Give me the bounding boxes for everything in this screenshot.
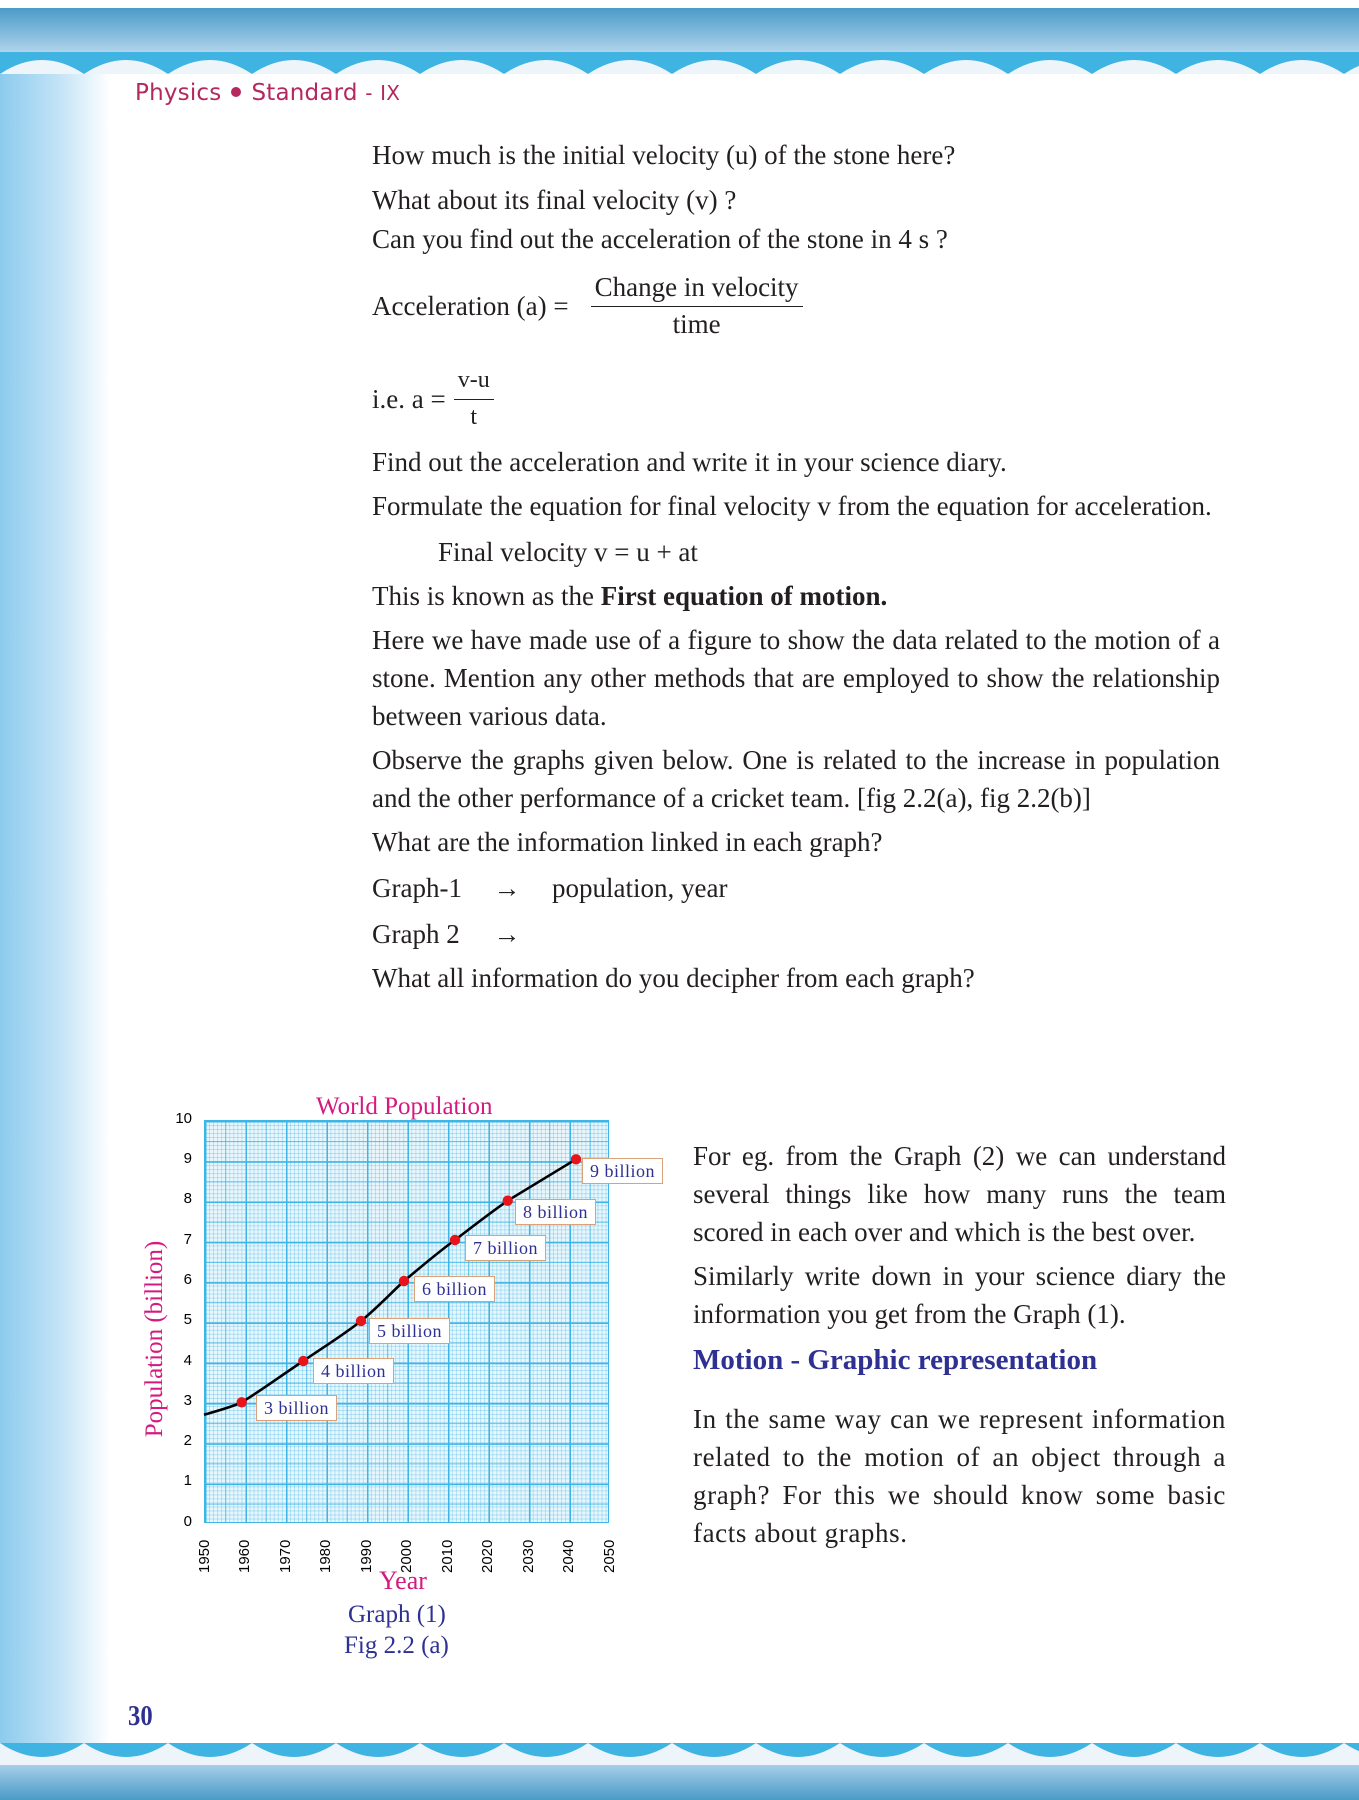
fraction-numerator: Change in velocity (591, 272, 803, 307)
graph1-value: population, year (552, 873, 728, 903)
y-tick: 2 (183, 1432, 192, 1449)
figure-caption: Fig 2.2 (a) (344, 1632, 449, 1659)
bullet-icon (231, 87, 241, 97)
paragraph-first-equation (372, 577, 1220, 615)
final-velocity-equation: Final velocity v = u + at (438, 537, 698, 567)
right-column-text-2 (693, 1400, 1226, 1552)
paragraph-observe-graphs: Observe the graphs given below. One is related to the increase in population and the other performance of a cricket team. [fig 2.2(a), fig 2.2(b)] (372, 745, 1220, 813)
x-tick: 2010 (439, 1539, 456, 1573)
right-column-text (693, 1137, 1226, 1333)
paragraph-motion-graph: In the same way can we represent information related to the motion of an object through a graph? For this we should know some basic facts about graphs. (693, 1404, 1226, 1548)
x-tick: 1980 (317, 1539, 334, 1573)
fraction-denominator: time (672, 309, 721, 339)
annotation-8-billion: 8 billion (515, 1199, 596, 1225)
acceleration-formula (372, 272, 803, 341)
bottom-wave-border (0, 1743, 1359, 1800)
y-tick: 5 (183, 1311, 192, 1328)
first-equation-bold: First equation of motion. (600, 581, 888, 611)
y-tick: 4 (183, 1352, 192, 1369)
paragraph-decipher: What all information do you decipher from each graph? (372, 963, 975, 993)
graph2-row (372, 915, 1220, 953)
paragraph-find-acceleration: Find out the acceleration and write it in your science diary. (372, 447, 1007, 477)
right-arrow-icon: → (493, 919, 521, 949)
x-tick: 1950 (196, 1539, 213, 1573)
left-gradient-strip (0, 74, 110, 1743)
top-wave-scallops (0, 52, 1359, 74)
x-tick: 2040 (560, 1539, 577, 1573)
y-tick: 3 (183, 1392, 192, 1409)
first-equation-prefix: This is known as the (372, 581, 601, 611)
annotation-9-billion: 9 billion (582, 1158, 663, 1184)
fraction-denominator: t (470, 404, 478, 430)
vu-over-t-fraction (454, 365, 494, 434)
paragraph-write-graph1: Similarly write down in your science diary the information you get from the Graph (1). (693, 1261, 1226, 1329)
paragraph-figure-methods: Here we have made use of a figure to show the data related to the motion of a stone. Mention any other methods that are employed to show the relationship between various data. (372, 625, 1220, 731)
graph2-label: Graph 2 (372, 919, 460, 949)
x-tick: 1960 (236, 1539, 253, 1573)
right-arrow-icon: → (493, 873, 521, 903)
running-header (135, 80, 400, 106)
x-tick: 2020 (479, 1539, 496, 1573)
standard-label: Standard (251, 80, 358, 106)
x-tick: 2000 (398, 1539, 415, 1573)
question-initial-velocity: How much is the initial velocity (u) of the stone here? (372, 140, 956, 170)
paragraph-information-linked: What are the information linked in each graph? (372, 827, 883, 857)
y-tick: 1 (183, 1472, 192, 1489)
y-tick: 6 (183, 1271, 192, 1288)
x-tick: 1970 (277, 1539, 294, 1573)
y-axis-label: Population (billion) (141, 1240, 168, 1438)
chart-title: World Population (316, 1093, 493, 1120)
grade-label: IX (380, 81, 401, 105)
question-acceleration: Can you find out the acceleration of the stone in 4 s ? (372, 224, 948, 254)
y-tick: 9 (183, 1150, 192, 1167)
section-heading: Motion - Graphic representation (693, 1344, 1098, 1376)
fraction-numerator: v-u (454, 365, 494, 400)
question-final-velocity: What about its final velocity (v) ? (372, 185, 737, 215)
page-number: 30 (128, 1700, 153, 1732)
y-tick: 0 (183, 1513, 192, 1530)
bottom-wave-scallops (0, 1743, 1359, 1765)
graph1-label: Graph-1 (372, 873, 462, 903)
paragraph-formulate-equation: Formulate the equation for final velocity v from the equation for acceleration. (372, 491, 1212, 521)
acceleration-short-formula (372, 365, 494, 434)
acceleration-lhs: Acceleration (a) = (372, 291, 569, 321)
top-wave-border (0, 8, 1359, 74)
annotation-5-billion: 5 billion (369, 1318, 450, 1344)
x-tick: 2030 (520, 1539, 537, 1573)
graph1-row (372, 869, 1220, 907)
y-tick: 10 (175, 1110, 192, 1127)
annotation-3-billion: 3 billion (256, 1395, 337, 1421)
annotation-4-billion: 4 billion (313, 1358, 394, 1384)
header-dash: - (365, 81, 373, 105)
annotation-7-billion: 7 billion (465, 1235, 546, 1261)
body-text-block (372, 443, 1220, 997)
x-tick: 2050 (601, 1539, 618, 1573)
x-tick: 1990 (358, 1539, 375, 1573)
acceleration-fraction (591, 272, 803, 341)
y-tick: 7 (183, 1231, 192, 1248)
paragraph-graph2-example: For eg. from the Graph (2) we can understand several things like how many runs the team scored in each over and which is the best over. (693, 1141, 1226, 1247)
annotation-6-billion: 6 billion (414, 1276, 495, 1302)
graph-caption: Graph (1) (348, 1601, 446, 1628)
x-axis-label: Year (379, 1566, 427, 1595)
ie-lhs: i.e. a = (372, 384, 446, 414)
subject-label: Physics (135, 80, 222, 106)
y-tick: 8 (183, 1190, 192, 1207)
